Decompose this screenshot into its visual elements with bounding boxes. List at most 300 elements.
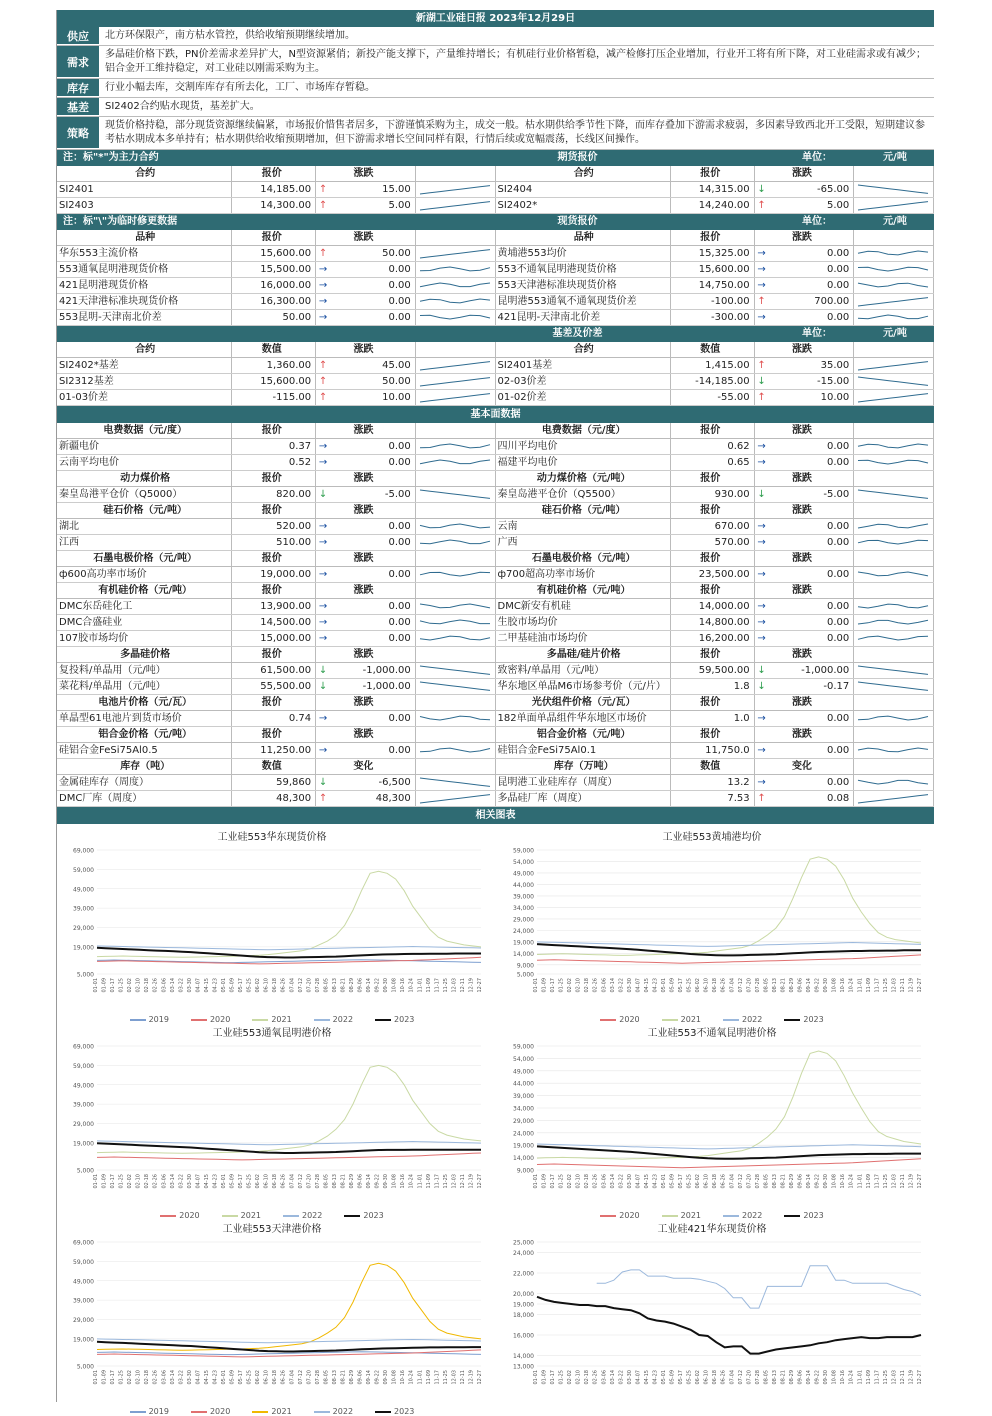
table-row	[57, 310, 934, 326]
x-tick-label: 12-19	[468, 1174, 475, 1189]
x-tick-label: 10-16	[400, 1370, 407, 1385]
x-tick-label: 09-06	[797, 1370, 804, 1385]
x-tick-label: 02-18	[584, 1174, 591, 1189]
x-tick-label: 07-12	[297, 1370, 304, 1385]
x-tick-label: 12-03	[891, 978, 898, 993]
item-name: 云南平均电价	[57, 455, 232, 470]
unit-prefix: 单位：	[802, 216, 832, 227]
series-line-2020	[537, 1159, 921, 1168]
x-tick-label: 11-17	[434, 978, 441, 993]
line-chart	[57, 1216, 487, 1416]
item-change	[316, 615, 416, 630]
legend-label: 2021	[271, 1407, 292, 1416]
charts-area	[57, 824, 934, 1416]
col-name-header: 品种	[496, 230, 671, 245]
table-row	[57, 278, 934, 294]
col-price-header: 报价	[671, 503, 755, 518]
sparkline	[416, 679, 494, 693]
x-tick-label: 01-17	[110, 1174, 117, 1189]
col-spark-header	[416, 695, 496, 710]
futures-section-header	[57, 150, 934, 166]
series-line-2022	[537, 1144, 921, 1149]
item-price: 0.37	[232, 439, 316, 454]
x-tick-label: 11-01	[417, 978, 424, 993]
sparkline	[416, 663, 494, 677]
x-tick-label: 03-06	[601, 1370, 608, 1385]
item-change	[755, 374, 855, 389]
x-tick-label: 04-07	[195, 1174, 202, 1189]
x-tick-label: 10-16	[840, 1174, 847, 1189]
x-tick-label: 03-06	[161, 1174, 168, 1189]
table-row	[57, 535, 934, 551]
col-change-header: 变化	[755, 759, 855, 774]
item-change	[316, 679, 416, 694]
item-price: 55,500.00	[232, 679, 316, 694]
y-tick-label: 9,000	[516, 1167, 534, 1175]
item-price: 0.65	[671, 455, 755, 470]
x-tick-label: 05-09	[669, 1370, 676, 1385]
y-tick-label: 39,000	[73, 905, 94, 913]
col-change-header: 涨跌	[316, 727, 416, 742]
x-tick-label: 01-01	[533, 1370, 539, 1385]
col-price-header: 数值	[232, 342, 316, 357]
item-price: 16,300.00	[232, 294, 316, 309]
y-tick-label: 5,000	[76, 1363, 94, 1371]
item-name: 江西	[57, 535, 232, 550]
item-change	[316, 775, 416, 790]
legend-label: 2023	[394, 1407, 415, 1416]
item-change	[316, 439, 416, 454]
trend-arrow-icon: ↑	[318, 376, 328, 387]
sparkline	[416, 294, 494, 308]
x-tick-label: 10-08	[391, 1174, 398, 1189]
item-price: 14,750.00	[671, 278, 755, 293]
item-name: 生胶市场均价	[496, 615, 671, 630]
sparkline-cell	[416, 487, 496, 502]
x-tick-label: 05-17	[238, 978, 245, 993]
item-name: DMC合盛硅业	[57, 615, 232, 630]
x-tick-label: 07-28	[314, 1370, 321, 1385]
section-note	[57, 326, 377, 342]
fundamentals-header: 基本面数据	[57, 406, 934, 423]
legend-label: 2023	[394, 1015, 415, 1024]
trend-arrow-icon: →	[318, 264, 328, 275]
change-value: 10.00	[820, 392, 850, 403]
x-tick-label: 09-22	[374, 1370, 381, 1385]
item-name: 421昆明-天津南北价差	[496, 310, 671, 325]
change-value: 700.00	[814, 296, 850, 307]
sparkline	[854, 567, 932, 581]
trend-arrow-icon: →	[318, 569, 328, 580]
col-price-header: 数值	[232, 759, 316, 774]
subtable-title: 石墨电极价格（元/吨）	[57, 551, 232, 566]
y-tick-label: 5,000	[76, 1167, 94, 1175]
trend-arrow-icon: ↓	[318, 665, 328, 676]
subtable-title: 库存（万吨）	[496, 759, 671, 774]
spot-section-header	[57, 214, 934, 230]
col-price-header: 报价	[671, 695, 755, 710]
item-name: 二甲基硅油市场均价	[496, 631, 671, 646]
col-name-header: 合约	[57, 342, 232, 357]
sparkline	[854, 711, 932, 725]
x-tick-label: 09-14	[806, 1370, 813, 1385]
item-change	[316, 519, 416, 534]
item-change	[316, 663, 416, 678]
x-tick-label: 11-25	[442, 1174, 449, 1189]
summary-label: 库存	[57, 79, 99, 97]
x-tick-label: 03-06	[601, 1174, 608, 1189]
item-price: 13,900.00	[232, 599, 316, 614]
x-tick-label: 06-10	[263, 1174, 270, 1189]
item-price: 7.53	[671, 791, 755, 806]
x-tick-label: 11-25	[882, 1174, 889, 1189]
x-tick-label: 04-07	[635, 1370, 642, 1385]
col-spark-header	[854, 423, 934, 438]
x-tick-label: 01-09	[101, 978, 108, 993]
subtable-title: 铝合金价格（元/吨）	[57, 727, 232, 742]
sparkline	[416, 439, 494, 453]
sparkline-cell	[854, 310, 934, 325]
x-tick-label: 08-13	[771, 978, 778, 993]
x-tick-label: 07-28	[314, 1174, 321, 1189]
item-change	[316, 262, 416, 277]
x-tick-label: 12-03	[891, 1174, 898, 1189]
sparkline	[416, 246, 494, 260]
change-value: 0.00	[388, 441, 411, 452]
table-row	[57, 182, 934, 198]
item-price: 15,325.00	[671, 246, 755, 261]
change-value: 48,300	[375, 793, 411, 804]
x-tick-label: 05-09	[229, 978, 236, 993]
sparkline-cell	[416, 775, 496, 790]
col-change-header: 涨跌	[316, 471, 416, 486]
item-change	[316, 294, 416, 309]
sparkline-cell	[854, 567, 934, 582]
item-change	[316, 246, 416, 261]
col-spark-header	[416, 471, 496, 486]
x-tick-label: 07-20	[306, 1370, 313, 1385]
x-tick-label: 05-01	[661, 1370, 667, 1385]
x-tick-label: 06-18	[712, 978, 719, 993]
item-change	[755, 310, 855, 325]
x-tick-label: 11-01	[417, 1370, 424, 1385]
x-tick-label: 03-30	[186, 978, 193, 993]
item-name: 菜花料/单晶用（元/吨）	[57, 679, 232, 694]
x-tick-label: 09-14	[806, 1174, 813, 1189]
subtable-header	[57, 551, 934, 567]
sparkline	[854, 198, 932, 212]
x-tick-label: 04-07	[635, 978, 642, 993]
sparkline	[416, 631, 494, 645]
sparkline	[416, 310, 494, 324]
x-tick-label: 11-09	[425, 1370, 432, 1385]
table-row	[57, 439, 934, 455]
y-tick-label: 19,000	[73, 944, 94, 952]
item-name: 福建平均电价	[496, 455, 671, 470]
change-value: 5.00	[827, 200, 850, 211]
item-name: 01-02价差	[496, 390, 671, 405]
x-tick-label: 10-24	[848, 1174, 855, 1189]
col-price-header: 报价	[232, 551, 316, 566]
x-tick-label: 02-02	[127, 1370, 134, 1385]
item-name: SI2312基差	[57, 374, 232, 389]
col-change-header: 涨跌	[316, 423, 416, 438]
table-row	[57, 743, 934, 759]
trend-arrow-icon: →	[757, 280, 766, 291]
change-value: 0.00	[827, 569, 850, 580]
x-tick-label: 07-12	[737, 1174, 744, 1189]
x-tick-label: 05-01	[221, 1370, 227, 1385]
col-change-header: 涨跌	[316, 166, 416, 181]
x-tick-label: 09-14	[366, 1174, 373, 1189]
col-change-header: 涨跌	[316, 230, 416, 245]
table-row	[57, 615, 934, 631]
x-tick-label: 10-24	[408, 978, 415, 993]
x-tick-label: 03-22	[178, 978, 185, 993]
series-line-2022	[97, 946, 481, 950]
summary-row	[57, 117, 934, 150]
summary-row	[57, 27, 934, 46]
item-price: -55.00	[671, 390, 755, 405]
charts-band: 相关图表	[57, 807, 934, 824]
legend-swatch	[375, 1411, 391, 1413]
line-chart	[497, 1020, 927, 1220]
x-tick-label: 10-16	[400, 978, 407, 993]
sparkline	[416, 711, 494, 725]
x-tick-label: 05-01	[221, 1174, 227, 1189]
item-change	[316, 711, 416, 726]
sparkline-cell	[416, 791, 496, 806]
item-price: 16,200.00	[671, 631, 755, 646]
col-spark-header	[416, 423, 496, 438]
sparkline-cell	[854, 631, 934, 646]
item-price: 930.00	[671, 487, 755, 502]
x-tick-label: 02-02	[567, 1370, 574, 1385]
table-row	[57, 775, 934, 791]
trend-arrow-icon: →	[757, 248, 766, 259]
x-tick-label: 04-15	[643, 1174, 650, 1189]
x-tick-label: 02-10	[575, 978, 582, 993]
item-price: 15,600.00	[232, 374, 316, 389]
col-spark-header	[416, 166, 496, 181]
sparkline	[416, 390, 494, 404]
x-tick-label: 03-30	[626, 1174, 633, 1189]
sparkline	[854, 615, 932, 629]
item-change	[755, 791, 855, 806]
col-price-header: 报价	[232, 647, 316, 662]
item-price: 13.2	[671, 775, 755, 790]
x-tick-label: 04-15	[643, 1370, 650, 1385]
item-change	[316, 358, 416, 373]
sparkline-cell	[416, 663, 496, 678]
item-change	[316, 198, 416, 213]
legend-label: 2022	[742, 1211, 763, 1220]
trend-arrow-icon: →	[757, 633, 766, 644]
x-tick-label: 06-18	[712, 1174, 719, 1189]
x-tick-label: 05-25	[246, 1174, 253, 1189]
sparkline-cell	[854, 791, 934, 806]
y-tick-label: 29,000	[73, 925, 94, 932]
x-tick-label: 07-12	[737, 1370, 744, 1385]
summary-text: 北方环保限产，南方枯水管控，供给收缩预期继续增加。	[105, 30, 355, 41]
unit-value: 元/吨	[883, 152, 907, 163]
sparkline-cell	[854, 439, 934, 454]
x-tick-label: 04-23	[652, 978, 659, 993]
col-change-header: 涨跌	[755, 342, 855, 357]
x-tick-label: 10-16	[840, 978, 847, 993]
x-tick-label: 03-30	[186, 1174, 193, 1189]
sparkline-cell	[416, 439, 496, 454]
y-tick-label: 19,000	[513, 939, 534, 947]
trend-arrow-icon: →	[757, 601, 766, 612]
legend-label: 2022	[742, 1015, 763, 1024]
sparkline-cell	[416, 599, 496, 614]
item-name: 182单面单晶组件华东地区市场价	[496, 711, 671, 726]
col-price-header: 报价	[232, 695, 316, 710]
table-row	[57, 390, 934, 406]
x-tick-label: 06-26	[280, 1370, 287, 1385]
x-tick-label: 02-10	[575, 1370, 582, 1385]
x-tick-label: 12-27	[917, 978, 923, 993]
x-tick-label: 02-10	[135, 978, 142, 993]
x-tick-label: 01-01	[533, 1174, 539, 1189]
item-name: DMC厂库（周度）	[57, 791, 232, 806]
x-tick-label: 08-29	[789, 978, 795, 993]
item-name: 金属硅库存（周度）	[57, 775, 232, 790]
trend-arrow-icon: ↑	[757, 793, 766, 804]
col-price-header: 报价	[232, 230, 316, 245]
series-line-2022	[97, 1339, 481, 1343]
sparkline-cell	[416, 743, 496, 758]
trend-arrow-icon: ↑	[318, 793, 328, 804]
sparkline	[416, 519, 494, 533]
x-tick-label: 02-10	[135, 1370, 142, 1385]
x-tick-label: 08-05	[323, 978, 330, 993]
series-line-2020	[97, 1153, 481, 1160]
x-tick-label: 08-29	[349, 1174, 355, 1189]
trend-arrow-icon: →	[757, 264, 766, 275]
x-tick-label: 09-22	[374, 978, 381, 993]
line-chart	[57, 1020, 487, 1220]
sparkline	[416, 599, 494, 613]
x-tick-label: 06-26	[280, 978, 287, 993]
trend-arrow-icon: →	[318, 296, 328, 307]
x-tick-label: 05-17	[238, 1370, 245, 1385]
y-tick-label: 49,000	[73, 1278, 94, 1286]
x-tick-label: 12-27	[917, 1370, 923, 1385]
table-row	[57, 679, 934, 695]
x-tick-label: 06-02	[695, 1370, 702, 1385]
item-change	[755, 390, 855, 405]
change-value: 0.00	[388, 633, 411, 644]
x-tick-label: 02-10	[135, 1174, 142, 1189]
sparkline-cell	[416, 455, 496, 470]
subtable-title: 硅石价格（元/吨）	[496, 503, 671, 518]
change-value: 0.00	[388, 713, 411, 724]
item-change	[316, 374, 416, 389]
col-price-header: 报价	[671, 166, 755, 181]
x-tick-label: 08-13	[331, 1174, 338, 1189]
series-line-2021	[537, 1051, 921, 1159]
y-tick-label: 22,000	[513, 1270, 534, 1278]
subtable-title: 光伏组件价格（元/瓦）	[496, 695, 671, 710]
x-tick-label: 10-24	[408, 1174, 415, 1189]
y-tick-label: 5,000	[516, 971, 534, 979]
change-value: 0.00	[388, 537, 411, 548]
change-value: 0.00	[827, 601, 850, 612]
trend-arrow-icon: →	[757, 457, 766, 468]
legend-item	[375, 1407, 414, 1416]
item-price: 19,000.00	[232, 567, 316, 582]
change-value: 0.08	[827, 793, 850, 804]
x-tick-label: 05-09	[229, 1174, 236, 1189]
x-tick-label: 01-25	[558, 978, 565, 993]
chart-plot	[497, 1038, 927, 1206]
legend-label: 2021	[680, 1211, 701, 1220]
sparkline-cell	[416, 246, 496, 261]
col-spark-header	[854, 695, 934, 710]
legend-swatch	[130, 1411, 146, 1413]
legend-item	[314, 1407, 353, 1416]
item-name: 01-03价差	[57, 390, 232, 405]
x-tick-label: 05-01	[221, 978, 227, 993]
x-tick-label: 03-30	[186, 1370, 193, 1385]
sparkline-cell	[854, 743, 934, 758]
item-price: 15,600.00	[232, 246, 316, 261]
x-tick-label: 11-25	[442, 978, 449, 993]
col-spark-header	[416, 230, 496, 245]
x-tick-label: 01-17	[550, 1370, 557, 1385]
trend-arrow-icon: →	[318, 601, 328, 612]
x-tick-label: 07-20	[306, 1174, 313, 1189]
sparkline-cell	[416, 615, 496, 630]
col-price-header: 报价	[671, 230, 755, 245]
x-tick-label: 12-27	[917, 1174, 923, 1189]
x-tick-label: 01-01	[93, 978, 99, 993]
sparkline	[416, 567, 494, 581]
chart-title: 工业硅421华东现货价格	[657, 1224, 767, 1235]
x-tick-label: 04-07	[195, 978, 202, 993]
x-tick-label: 02-26	[152, 1370, 159, 1385]
y-tick-label: 59,000	[513, 1043, 534, 1051]
sparkline-cell	[854, 198, 934, 213]
item-price: 15,000.00	[232, 631, 316, 646]
col-change-header: 涨跌	[755, 551, 855, 566]
sparkline	[854, 743, 932, 757]
x-tick-label: 09-22	[814, 1174, 821, 1189]
item-change	[755, 455, 855, 470]
item-name: 秦皇岛港平仓价（Q5500）	[496, 487, 671, 502]
x-tick-label: 01-25	[118, 1174, 125, 1189]
chart-plot	[57, 1038, 487, 1206]
subtable-header	[57, 583, 934, 599]
trend-arrow-icon: ↓	[318, 681, 328, 692]
sparkline	[854, 310, 932, 324]
col-change-header: 涨跌	[316, 342, 416, 357]
x-tick-label: 08-21	[340, 1174, 347, 1189]
x-tick-label: 06-18	[272, 1370, 279, 1385]
y-tick-label: 39,000	[513, 1093, 534, 1101]
sparkline-cell	[416, 294, 496, 309]
trend-arrow-icon: →	[757, 441, 766, 452]
change-value: 15.00	[382, 184, 411, 195]
trend-arrow-icon: →	[757, 745, 766, 756]
x-tick-label: 06-10	[263, 978, 270, 993]
x-tick-label: 07-12	[297, 1174, 304, 1189]
x-tick-label: 01-09	[541, 1370, 548, 1385]
report-title: 新湖工业硅日报 2023年12月29日	[57, 10, 934, 27]
col-change-header: 涨跌	[755, 471, 855, 486]
